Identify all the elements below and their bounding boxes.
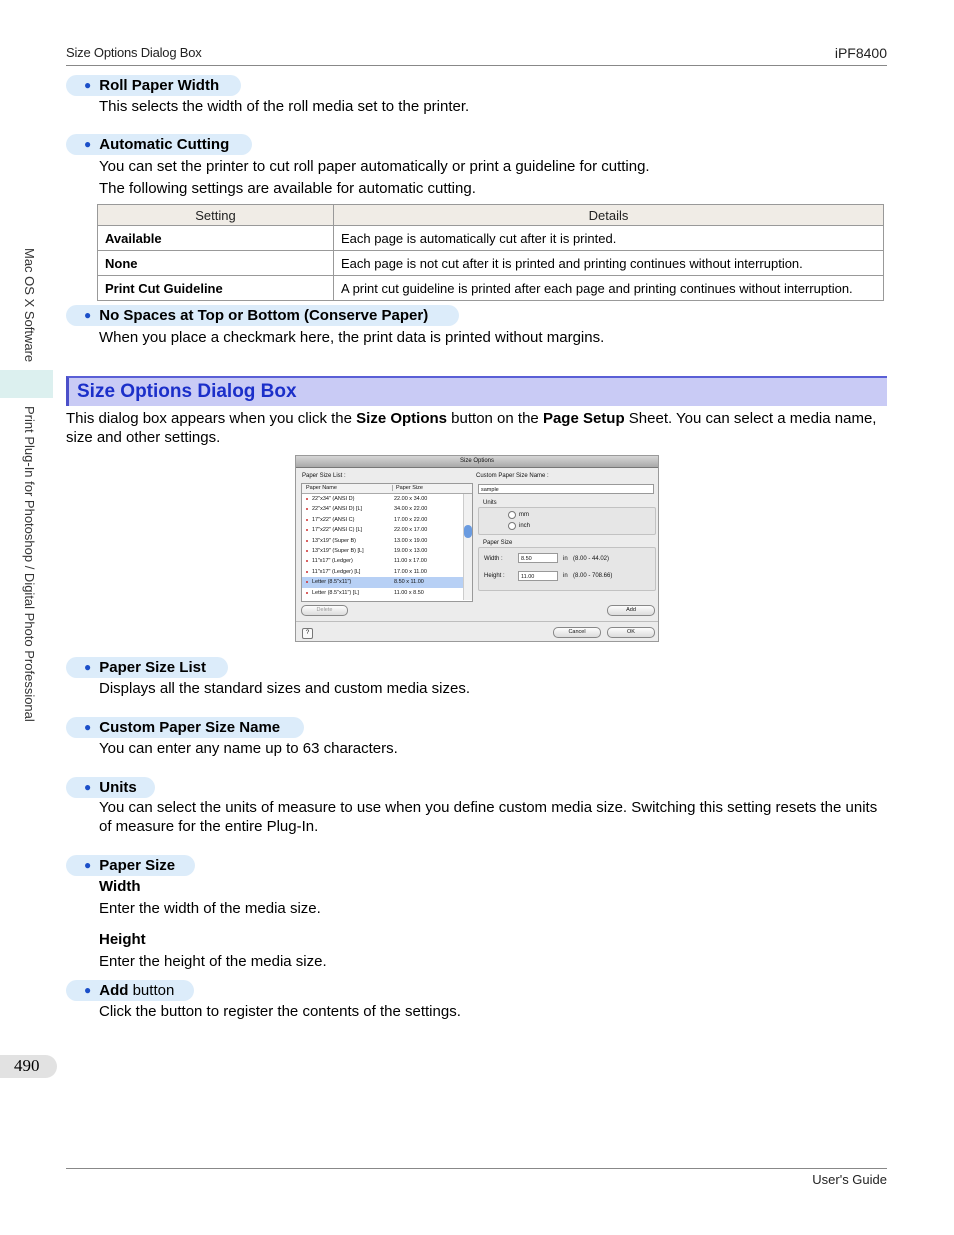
paper-size-list-item[interactable] [302, 536, 472, 546]
paper-size-list-item[interactable] [302, 546, 472, 556]
column-paper-size[interactable]: Paper Size [392, 485, 423, 491]
width-unit: in [563, 556, 568, 562]
table-row [98, 226, 884, 251]
list-header [302, 484, 472, 494]
standard-size-marker-icon [306, 550, 308, 552]
units-group [478, 507, 656, 535]
ok-button[interactable]: OK [607, 627, 655, 638]
size-options-dialog [295, 455, 659, 642]
paper-size-list-item[interactable] [302, 556, 472, 566]
bullet-icon: ● [84, 660, 92, 674]
standard-size-marker-icon [306, 519, 308, 521]
custom-name-text: You can enter any name up to 63 characters. [99, 740, 398, 757]
paper-size: 13.00 x 19.00 [394, 537, 428, 544]
custom-name-input[interactable]: sample [478, 484, 654, 494]
add-button[interactable]: Add [607, 605, 655, 616]
paper-name: 22"x34" (ANSI D) [312, 496, 355, 502]
paper-size-list-text: Displays all the standard sizes and custom media sizes. [99, 680, 471, 697]
help-button[interactable]: ? [302, 628, 313, 639]
height-text: Enter the height of the media size. [99, 953, 327, 970]
running-header-title: Size Options Dialog Box [66, 45, 202, 60]
section-title-bar [66, 376, 887, 406]
footer-rule [66, 1168, 887, 1169]
side-tab-upper: Mac OS X Software [22, 248, 37, 363]
radio-inch[interactable] [508, 522, 516, 530]
bullet-icon: ● [84, 137, 92, 151]
paper-size: 34.00 x 22.00 [394, 506, 428, 513]
side-tab-highlight [0, 370, 53, 398]
bullet-icon: ● [84, 720, 92, 734]
heading-roll-paper-width: ● Roll Paper Width [66, 75, 241, 96]
paper-name: 11"x17" (Ledger) [L] [312, 568, 361, 575]
automatic-cutting-text-2: The following settings are available for automatic cutting. [99, 180, 476, 197]
paper-size-list-item[interactable] [302, 567, 472, 577]
paper-name: 11"x17" (Ledger) [312, 558, 353, 565]
bullet-icon: ● [84, 858, 92, 872]
paper-size-list[interactable] [301, 483, 473, 602]
paper-name: 17"x22" (ANSI C) [312, 516, 355, 523]
paper-size-list-label: Paper Size List : [302, 473, 346, 479]
standard-size-marker-icon [306, 592, 308, 594]
paper-size: 17.00 x 22.00 [394, 516, 428, 523]
paper-size-list-item[interactable] [302, 494, 472, 504]
header-rule [66, 65, 887, 66]
paper-size: 11.00 x 17.00 [394, 558, 427, 565]
width-subheading: Width [99, 878, 141, 895]
heading-paper-size-list: ● Paper Size List [66, 657, 228, 678]
paper-size-list-item[interactable] [302, 577, 472, 587]
bullet-icon: ● [84, 308, 92, 322]
table-row [98, 251, 884, 276]
width-input[interactable]: 8.50 [518, 553, 558, 563]
automatic-cutting-text-1: You can set the printer to cut roll paper automatically or print a guideline for cutting. [99, 158, 650, 175]
paper-size: 17.00 x 11.00 [394, 568, 427, 575]
standard-size-marker-icon [306, 581, 308, 583]
bullet-icon: ● [84, 78, 92, 92]
paper-name: 22"x34" (ANSI D) [L] [312, 506, 363, 513]
heading-units: ● Units [66, 777, 155, 798]
paper-size-list-item[interactable] [302, 515, 472, 525]
units-label: Units [483, 500, 497, 506]
table-cell-setting: None [98, 251, 334, 276]
paper-size-label: Paper Size [483, 540, 513, 546]
heading-add-button: ● Add button [66, 980, 194, 1001]
bullet-icon: ● [84, 983, 92, 997]
height-range: (8.00 - 708.66) [573, 573, 613, 579]
standard-size-marker-icon [306, 508, 308, 510]
paper-size-list-item[interactable] [302, 504, 472, 514]
paper-size: 19.00 x 13.00 [394, 547, 428, 554]
running-header-model: iPF8400 [834, 45, 887, 61]
table-cell-details: A print cut guideline is printed after each page and printing continues without interruption. [334, 276, 884, 301]
automatic-cutting-table [97, 204, 884, 301]
paper-name: Letter (8.5"x11") [312, 579, 352, 586]
paper-size: 8.50 x 11.00 [394, 579, 424, 586]
table-header-details: Details [334, 205, 884, 226]
table-header-setting: Setting [98, 205, 334, 226]
footer-guide-name: User's Guide [812, 1172, 887, 1187]
delete-button[interactable]: Delete [301, 605, 348, 616]
paper-name: Letter (8.5"x11") [L] [312, 589, 359, 596]
unit-mm-label: mm [519, 512, 529, 518]
radio-mm[interactable] [508, 511, 516, 519]
column-paper-name[interactable]: Paper Name [306, 485, 337, 491]
scrollbar-thumb[interactable] [464, 525, 472, 538]
standard-size-marker-icon [306, 498, 308, 500]
standard-size-marker-icon [306, 540, 308, 542]
heading-no-spaces: ● No Spaces at Top or Bottom (Conserve Paper) [66, 305, 459, 326]
standard-size-marker-icon [306, 571, 308, 573]
paper-size: 22.00 x 34.00 [394, 496, 428, 502]
unit-inch-label: inch [519, 523, 531, 529]
side-tab-lower: Print Plug-In for Photoshop / Digital Photo Professional [22, 406, 37, 722]
paper-name: 17"x22" (ANSI C) [L] [312, 527, 363, 534]
heading-automatic-cutting: ● Automatic Cutting [66, 134, 252, 155]
dialog-separator [296, 621, 658, 622]
list-scrollbar[interactable] [463, 494, 472, 600]
height-input[interactable]: 11.00 [518, 571, 558, 581]
paper-size-group [478, 547, 656, 591]
table-cell-setting: Available [98, 226, 334, 251]
units-text: You can select the units of measure to use when you define custom media size. Switching this setting resets the units of measure for the entire Plug-In. [99, 799, 878, 835]
height-label: Height : [484, 573, 505, 579]
height-unit: in [563, 573, 568, 579]
bullet-icon: ● [84, 780, 92, 794]
standard-size-marker-icon [306, 529, 308, 531]
roll-paper-width-text: This selects the width of the roll media set to the printer. [99, 98, 470, 115]
width-text: Enter the width of the media size. [99, 900, 321, 917]
table-cell-details: Each page is automatically cut after it is printed. [334, 226, 884, 251]
add-button-text: Click the button to register the contents of the settings. [99, 1003, 461, 1020]
custom-name-label: Custom Paper Size Name : [476, 473, 549, 479]
page-number: 490 [14, 1056, 40, 1075]
table-cell-details: Each page is not cut after it is printed and printing continues without interruption. [334, 251, 884, 276]
heading-paper-size: ● Paper Size [66, 855, 195, 876]
standard-size-marker-icon [306, 560, 308, 562]
width-range: (8.00 - 44.02) [573, 556, 610, 562]
no-spaces-text: When you place a checkmark here, the print data is printed without margins. [99, 329, 605, 346]
heading-custom-name: ● Custom Paper Size Name [66, 717, 304, 738]
height-subheading: Height [99, 931, 146, 948]
paper-size: 22.00 x 17.00 [394, 527, 428, 534]
paper-size-list-item[interactable] [302, 588, 472, 598]
paper-name: 13"x19" (Super B) [312, 537, 356, 544]
paper-size: 11.00 x 8.50 [394, 589, 424, 596]
paper-size-list-item[interactable] [302, 525, 472, 535]
paper-name: 13"x19" (Super B) [L] [312, 547, 364, 554]
cancel-button[interactable]: Cancel [553, 627, 601, 638]
table-row [98, 276, 884, 301]
section-intro: This dialog box appears when you click the Size Options button on the Page Setup Sheet. You can select a media name, size and other settings. [66, 410, 877, 446]
section-title: Size Options Dialog Box [77, 381, 297, 402]
dialog-title: Size Options [296, 456, 658, 468]
table-cell-setting: Print Cut Guideline [98, 276, 334, 301]
width-label: Width : [484, 556, 503, 562]
